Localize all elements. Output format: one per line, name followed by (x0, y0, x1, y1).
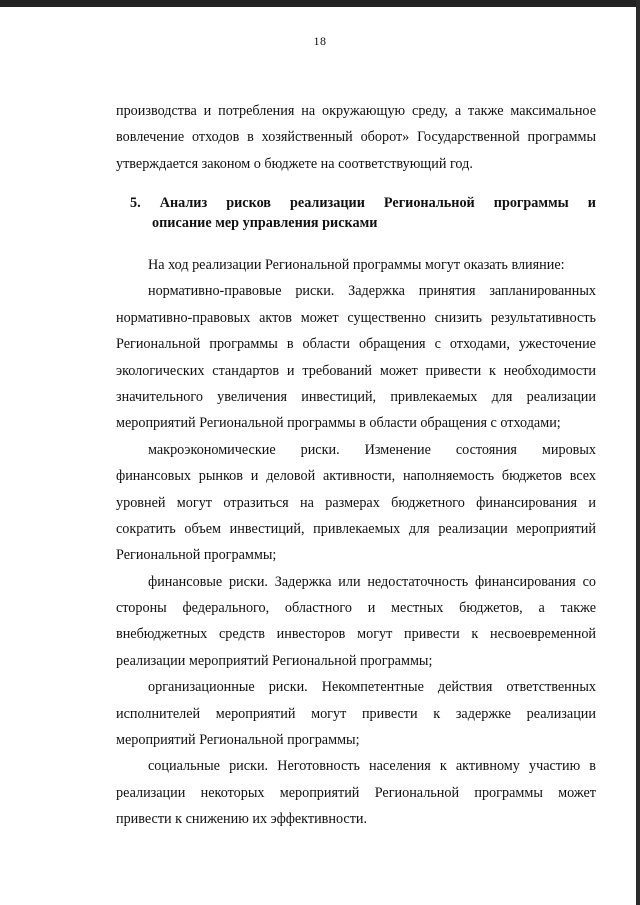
text-line: экологических стандартов и требований может привести к необходимости (116, 362, 596, 379)
text-line: вовлечение отходов в хозяйственный оборот» Государственной программы (116, 129, 596, 146)
text-line: На ход реализации Региональной программы могут оказать влияние: (148, 257, 565, 273)
text-line: реализации мероприятий Региональной программы; (116, 652, 433, 669)
text-line: реализации некоторых мероприятий Региональной программы может (116, 784, 596, 801)
right-scan-edge (636, 0, 640, 905)
heading-line: 5. Анализ рисков реализации Региональной программы и (130, 195, 596, 211)
text-line: исполнителей мероприятий могут привести к задержке реализации (116, 705, 596, 722)
top-scan-edge (0, 0, 640, 7)
text-line: Региональной программы; (116, 547, 277, 564)
text-line: нормативно-правовых актов может существенно снизить результативность (116, 309, 596, 326)
text-line: уровней могут отразиться на размерах бюджетного финансирования и (116, 494, 596, 511)
text-line: значительного увеличения инвестиций, привлекаемых для реализации (116, 388, 596, 405)
text-line: мероприятий Региональной программы в области обращения с отходами; (116, 415, 561, 432)
heading-line: описание мер управления рисками (152, 215, 378, 231)
text-line: нормативно-правовые риски. Задержка принятия запланированных (148, 283, 596, 300)
text-line: утверждается законом о бюджете на соответствующий год. (116, 155, 473, 172)
text-line: сократить объем инвестиций, привлекаемых для реализации мероприятий (116, 520, 596, 537)
text-line: мероприятий Региональной программы; (116, 732, 360, 749)
section-heading (130, 193, 596, 233)
risk-paragraphs (116, 252, 596, 833)
text-line: финансовых рынков и деловой активности, наполняемость бюджетов всех (116, 468, 596, 485)
page-number: 18 (313, 34, 327, 48)
text-line: макроэкономические риски. Изменение состояния мировых (148, 441, 596, 458)
text-line: внебюджетных средств инвесторов могут привести к несвоевременной (116, 626, 596, 643)
intro-paragraph (116, 98, 596, 177)
text-line: организационные риски. Некомпетентные действия ответственных (148, 679, 596, 696)
text-line: социальные риски. Неготовность населения к активному участию в (148, 758, 596, 775)
text-line: привести к снижению их эффективности. (116, 811, 368, 828)
text-line: стороны федерального, областного и местных бюджетов, а также (116, 600, 596, 617)
text-line: финансовые риски. Задержка или недостаточность финансирования со (148, 573, 596, 590)
text-line: производства и потребления на окружающую среду, а также максимальное (116, 103, 596, 119)
text-line: Региональной программы в области обращения с отходами, ужесточение (116, 336, 596, 353)
